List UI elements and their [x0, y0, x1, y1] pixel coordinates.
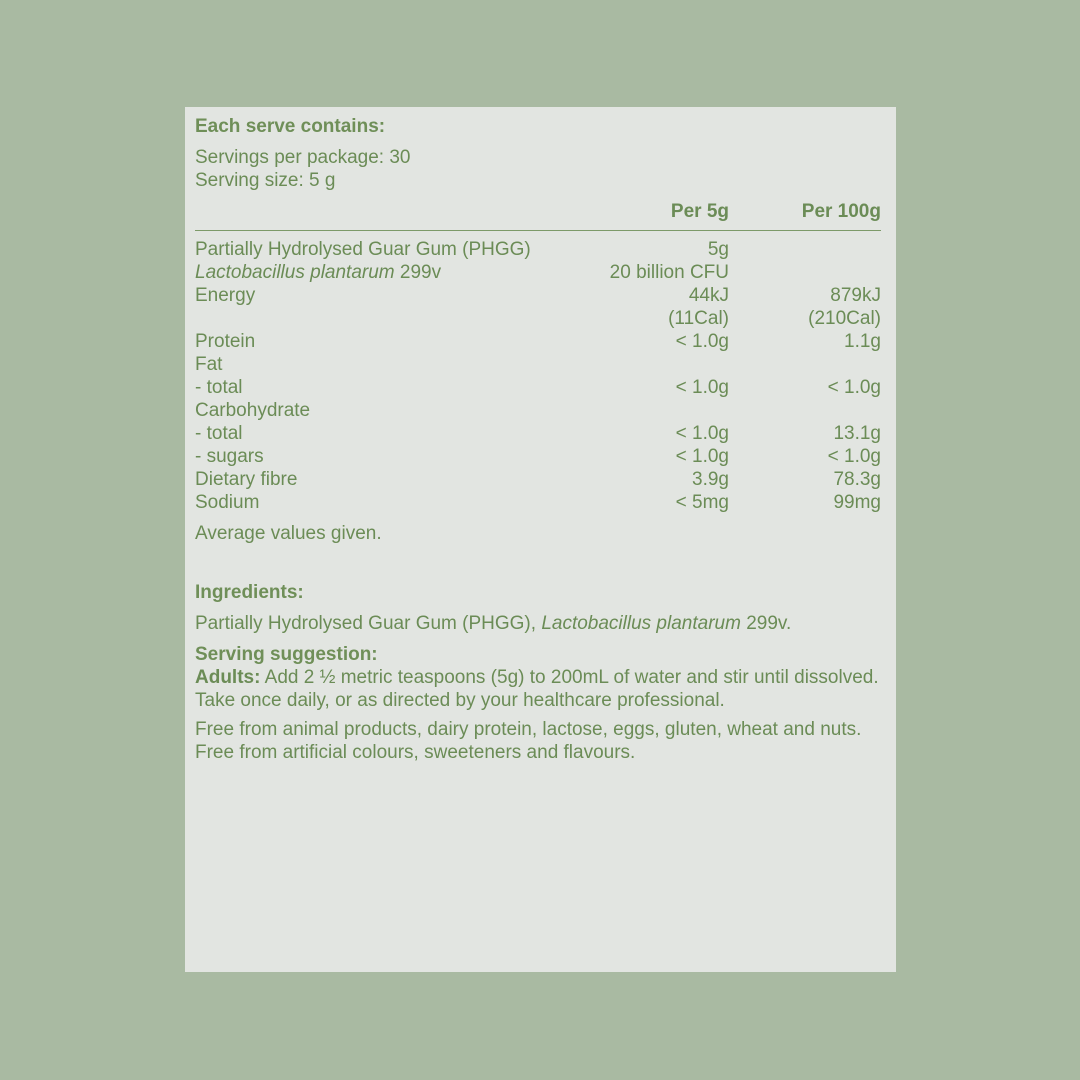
row-per-serve: < 1.0g [675, 331, 729, 352]
table-row [195, 491, 881, 514]
ingredients-heading: Ingredients: [195, 582, 304, 603]
ingredients-text [195, 612, 881, 635]
row-per-100g: 78.3g [833, 469, 881, 490]
row-per-100g: < 1.0g [827, 377, 881, 398]
row-label: Fat [195, 354, 223, 375]
table-row [195, 261, 881, 284]
table-row [195, 353, 881, 376]
table-row [195, 422, 881, 445]
row-label: - total [195, 377, 243, 398]
nutrition-table [195, 238, 881, 514]
row-per-serve: (11Cal) [668, 308, 729, 329]
row-per-serve: < 5mg [675, 492, 729, 513]
row-per-serve: 5g [707, 239, 729, 260]
row-label-suffix: 299v [394, 262, 442, 283]
row-per-serve: 20 billion CFU [609, 262, 729, 283]
table-row [195, 399, 881, 422]
free-from-line-1: Free from animal products, dairy protein, lactose, eggs, gluten, wheat and nuts. [195, 719, 862, 740]
row-label: Sodium [195, 492, 260, 513]
row-per-100g: < 1.0g [827, 446, 881, 467]
row-per-serve: 3.9g [692, 469, 729, 490]
table-header [195, 200, 881, 223]
adults-instructions [195, 666, 881, 689]
row-per-serve: < 1.0g [675, 423, 729, 444]
panel-title: Each serve contains: [195, 116, 386, 137]
serving-suggestion-heading: Serving suggestion: [195, 644, 378, 665]
row-per-serve: < 1.0g [675, 446, 729, 467]
free-from-line-2: Free from artificial colours, sweeteners and flavours. [195, 742, 636, 763]
row-per-100g: 13.1g [833, 423, 881, 444]
row-label [195, 261, 441, 284]
row-label: Carbohydrate [195, 400, 311, 421]
table-row [195, 284, 881, 307]
table-row [195, 330, 881, 353]
row-per-100g: (210Cal) [808, 308, 881, 329]
ingredients-suffix: 299v. [740, 613, 792, 634]
row-per-100g: 99mg [833, 492, 881, 513]
row-label: Partially Hydrolysed Guar Gum (PHGG) [195, 239, 531, 260]
row-label-italic: Lactobacillus plantarum [195, 262, 395, 283]
row-label: Energy [195, 285, 256, 306]
ingredients-italic: Lactobacillus plantarum [541, 613, 741, 634]
average-values-note: Average values given. [195, 523, 382, 544]
row-label: - total [195, 423, 243, 444]
row-label: Dietary fibre [195, 469, 298, 490]
row-per-serve: < 1.0g [675, 377, 729, 398]
column-header-per-serve: Per 5g [670, 201, 729, 222]
ingredients-prefix: Partially Hydrolysed Guar Gum (PHGG), [195, 613, 542, 634]
serving-size: Serving size: 5 g [195, 170, 336, 191]
table-row [195, 238, 881, 261]
row-per-serve: 44kJ [688, 285, 729, 306]
row-per-100g: 1.1g [844, 331, 881, 352]
column-header-per-100g: Per 100g [801, 201, 881, 222]
table-row [195, 468, 881, 491]
nutrition-panel [185, 107, 896, 972]
table-row [195, 376, 881, 399]
servings-per-package: Servings per package: 30 [195, 147, 411, 168]
table-row [195, 445, 881, 468]
adults-instructions-2: Take once daily, or as directed by your healthcare professional. [195, 690, 725, 711]
header-divider [195, 230, 881, 231]
row-label: - sugars [195, 446, 264, 467]
adults-label: Adults: [195, 667, 261, 688]
adults-text: Add 2 ½ metric teaspoons (5g) to 200mL of water and stir until dissolved. [260, 667, 879, 688]
row-label: Protein [195, 331, 256, 352]
row-per-100g: 879kJ [830, 285, 881, 306]
table-row [195, 307, 881, 330]
